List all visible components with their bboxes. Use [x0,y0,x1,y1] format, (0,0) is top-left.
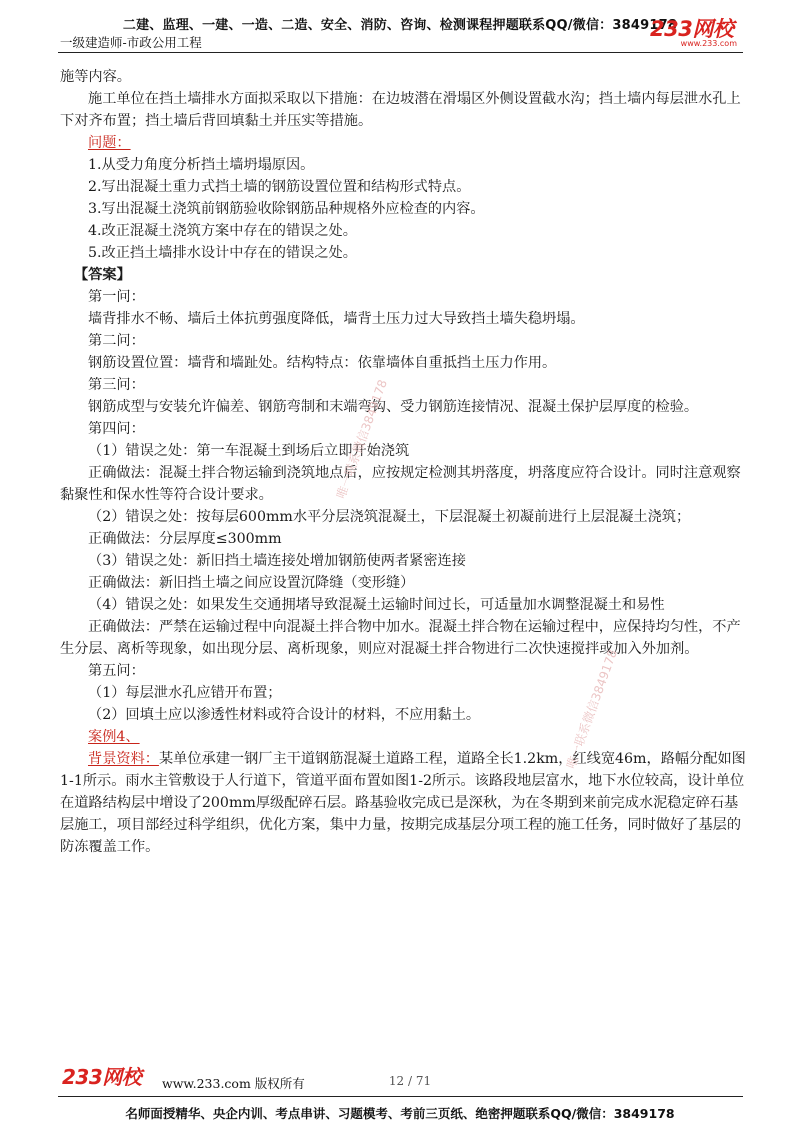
footer-logo-text: 233网校 [62,1065,142,1089]
error-item-4: （4）错误之处：如果发生交通拥堵导致混凝土运输时间过长，可适量加水调整混凝土和易性 [88,597,665,613]
background-label: 背景资料： [88,751,159,767]
answer-q5-item-2: （2）回填土应以渗透性材料或符合设计的材料，不应用黏土。 [88,707,481,723]
question-item: 5.改正挡土墙排水设计中存在的错误之处。 [88,245,357,261]
header-promo-text: 二建、监理、一建、一造、二造、安全、消防、咨询、检测课程押题联系QQ/微信：3849178 [122,18,678,33]
case-heading: 案例4、 [88,729,140,745]
answer-q1-label: 第一问： [88,289,145,305]
background-text: 某单位承建一钢厂主干道钢筋混凝土道路工程，道路全长1.2km，红线宽46m，路幅分配如图1-1所示。雨水主管敷设于人行道下，管道平面布置如图1-2所示。该路段地层富水，地下水位较高，设计单位在道路结构层中增设了200mm厚级配碎石层。路基验收完成已是深秋，为在冬期到来前完成水泥稳定碎石基层施工，项目部经过科学组织，优化方案，集中力量，按期完成基层分项工程的施工任务，同时做好了基层的防冻覆盖工作。 [60,751,746,855]
footer-promo-text: 名师面授精华、央企内训、考点串讲、习题模考、考前三页纸、绝密押题联系QQ/微信：3849178 [125,1106,675,1121]
correction-item-4: 正确做法：严禁在运输过程中向混凝土拌合物中加水。混凝土拌合物在运输过程中，应保持均匀性，不产生分层、离析等现象，如出现分层、离析现象，则应对混凝土拌合物进行二次快速搅拌或加入外加剂。 [60,619,741,657]
answer-q2-text: 钢筋设置位置：墙背和墙趾处。结构特点：依靠墙体自重抵挡土压力作用。 [88,355,557,371]
questions-heading: 问题： [88,135,131,151]
error-item-2: （2）错误之处：按每层600mm水平分层浇筑混凝土，下层混凝土初凝前进行上层混凝土浇筑； [88,509,691,525]
header-divider [58,52,743,53]
answer-q3-text: 钢筋成型与安装允许偏差、钢筋弯制和末端弯钩、受力钢筋连接情况、混凝土保护层厚度的检验。 [88,399,699,415]
footer-divider [58,1096,743,1097]
document-body [60,66,750,858]
answer-q5-item-1: （1）每层泄水孔应错开布置； [88,685,282,701]
question-item: 3.写出混凝土浇筑前钢筋验收除钢筋品种规格外应检查的内容。 [88,201,485,217]
header-subject: 一级建造师-市政公用工程 [60,35,202,50]
brand-logo-site: www.233.com [680,39,737,48]
question-item: 4.改正混凝土浇筑方案中存在的错误之处。 [88,223,357,239]
error-item-3: （3）错误之处：新旧挡土墙连接处增加钢筋使两者紧密连接 [88,553,466,569]
paragraph-continuation: 施等内容。 [60,69,131,85]
footer-brand-logo [62,1066,157,1092]
answer-q5-label: 第五问： [88,663,145,679]
answer-q3-label: 第三问： [88,377,145,393]
brand-logo [650,18,745,52]
correction-item-1: 正确做法：混凝土拌合物运输到浇筑地点后，应按规定检测其坍落度，坍落度应符合设计。同时注意观察黏聚性和保水性等符合设计要求。 [60,465,741,503]
footer-copyright: www.233.com 版权所有 [162,1076,305,1091]
question-item: 2.写出混凝土重力式挡土墙的钢筋设置位置和结构形式特点。 [88,179,471,195]
answer-heading: 【答案】 [74,267,131,283]
page-number: 12 / 71 [388,1074,432,1088]
paragraph-drainage-measures: 施工单位在挡土墙排水方面拟采取以下措施：在边坡潜在滑塌区外侧设置截水沟；挡土墙内每层泄水孔上下对齐布置；挡土墙后背回填黏土并压实等措施。 [60,91,741,129]
correction-item-2: 正确做法：分层厚度≤300mm [88,531,282,547]
answer-q4-label: 第四问： [88,421,145,437]
watermark-text: 唯一联系微信3849178 [563,647,620,771]
answer-q1-text: 墙背排水不畅、墙后土体抗剪强度降低，墙背土压力过大导致挡土墙失稳坍塌。 [88,311,585,327]
correction-item-3: 正确做法：新旧挡土墙之间应设置沉降缝（变形缝） [88,575,415,591]
answer-q2-label: 第二问： [88,333,145,349]
question-item: 1.从受力角度分析挡土墙坍塌原因。 [88,157,315,173]
watermark-text: 唯一联系微信3849178 [333,377,390,501]
brand-logo-text: 233网校 [650,17,734,41]
error-item-1: （1）错误之处：第一车混凝土到场后立即开始浇筑 [88,443,410,459]
